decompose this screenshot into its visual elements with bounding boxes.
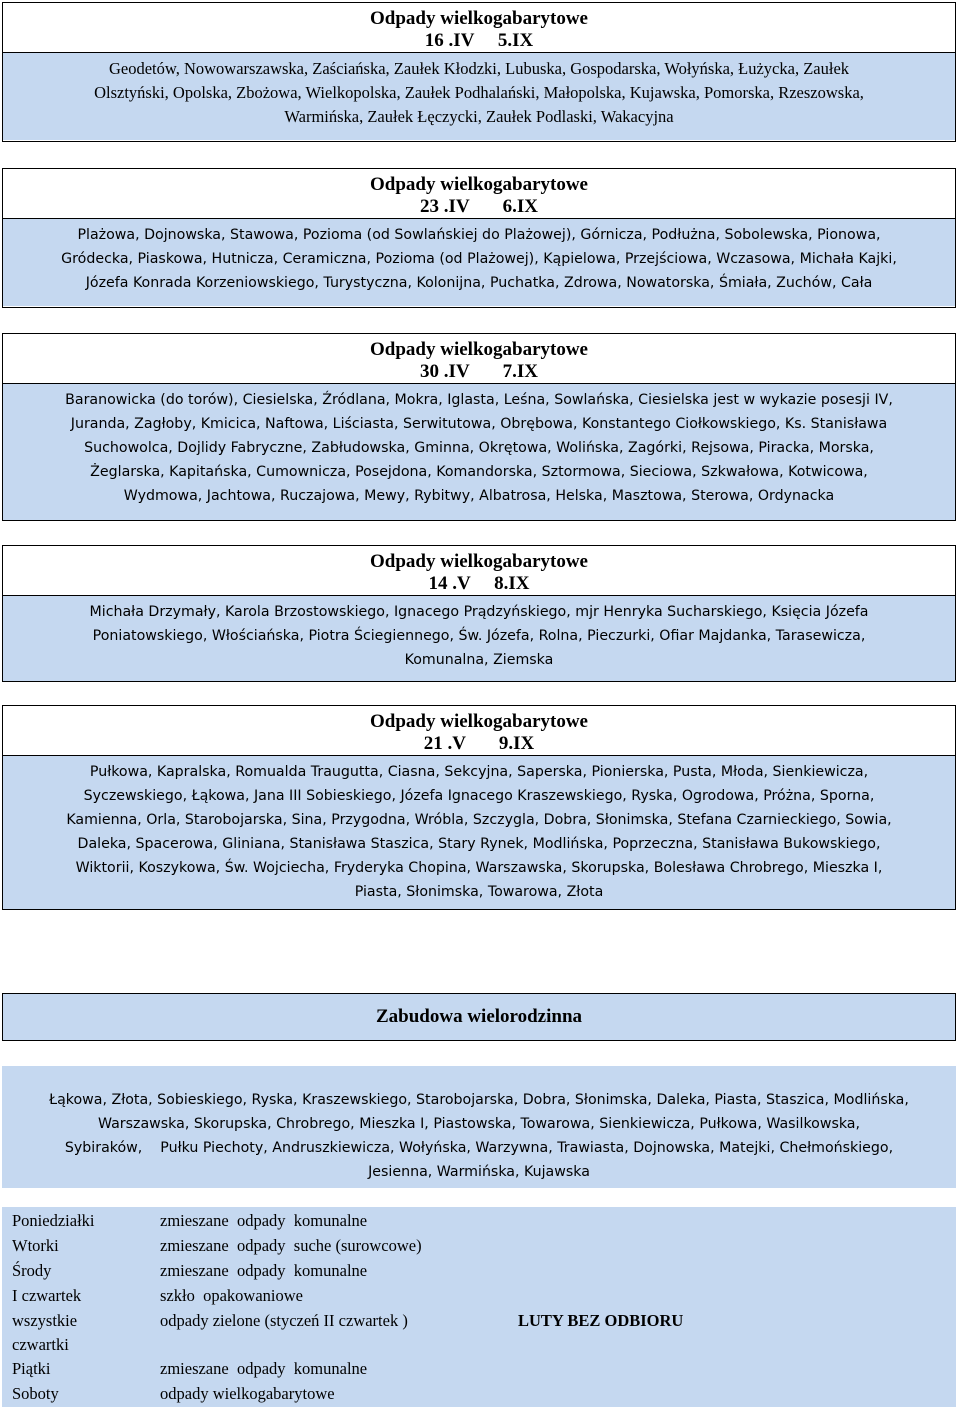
collection-block-4 — [2, 545, 956, 682]
block-title: Odpady wielkogabarytowe — [3, 706, 955, 733]
schedule-row — [12, 1357, 952, 1381]
street-line: Michała Drzymały, Karola Brzostowskiego, Ignacego Prądzyńskiego, mjr Henryka Sucharskiego, Księcia Józefa — [89, 604, 869, 620]
schedule-row — [12, 1234, 952, 1258]
street-line: Sybiraków, Pułku Piechoty, Andruszkiewicza, Wołyńska, Warzywna, Trawiasta, Dojnowska, Matejki, Chełmońskiego, — [64, 1140, 894, 1156]
street-line: Jesienna, Warmińska, Kujawska — [368, 1164, 590, 1180]
schedule-day: wszystkie — [12, 1311, 78, 1330]
schedule-waste-type: odpady zielone (styczeń II czwartek ) — [160, 1311, 408, 1330]
collection-block-3 — [2, 333, 956, 521]
block-streets — [3, 755, 955, 909]
block-title: Odpady wielkogabarytowe — [3, 546, 955, 573]
multi-family-streets — [2, 1066, 956, 1188]
schedule-day: Środy — [12, 1261, 52, 1280]
schedule-row — [12, 1259, 952, 1283]
street-line: Geodetów, Nowowarszawska, Zaściańska, Zaułek Kłodzki, Lubuska, Gospodarska, Wołyńska, Łużycka, Zaułek — [108, 59, 850, 78]
schedule-waste-type: zmieszane odpady komunalne — [160, 1359, 368, 1378]
street-line: Daleka, Spacerowa, Gliniana, Stanisława Staszica, Stary Rynek, Modlińska, Poprzeczna, Stanisława Bukowskiego, — [77, 836, 881, 852]
block-dates: 23 .IV 6.IX — [420, 196, 538, 217]
street-line: Żeglarska, Kapitańska, Cumownicza, Posejdona, Komandorska, Sztormowa, Sieciowa, Szkwałowa, Kotwicowa, — [90, 464, 868, 480]
schedule-waste-type: zmieszane odpady komunalne — [160, 1211, 368, 1230]
schedule-row — [12, 1284, 952, 1308]
schedule-day: Piątki — [12, 1359, 51, 1378]
street-line: Warszawska, Skorupska, Chrobrego, Mieszka I, Piastowska, Towarowa, Sienkiewicza, Pułkowa, Wasilkowska, — [97, 1116, 861, 1132]
schedule-row — [12, 1382, 952, 1406]
street-line: Pułkowa, Kapralska, Romualda Traugutta, Ciasna, Sekcyjna, Saperska, Pionierska, Pusta, Młoda, Sienkiewicza, — [89, 764, 869, 780]
street-line: Warmińska, Zaułek Łęczycki, Zaułek Podlaski, Wakacyjna — [284, 107, 674, 126]
schedule-day: Soboty — [12, 1384, 59, 1403]
schedule-row — [12, 1333, 952, 1357]
schedule-row — [12, 1309, 952, 1333]
schedule-day: czwartki — [12, 1335, 69, 1354]
street-line: Syczewskiego, Łąkowa, Jana III Sobieskiego, Józefa Ignacego Kraszewskiego, Ryska, Ogrodowa, Próżna, Sporna, — [83, 788, 875, 804]
schedule-waste-type: szkło opakowaniowe — [160, 1286, 303, 1305]
block-title: Odpady wielkogabarytowe — [3, 169, 955, 196]
collection-block-2 — [2, 168, 956, 308]
block-streets — [3, 52, 955, 140]
street-line: Piasta, Słonimska, Towarowa, Złota — [354, 884, 604, 900]
block-dates: 14 .V 8.IX — [428, 573, 530, 594]
schedule-waste-type: zmieszane odpady komunalne — [160, 1261, 368, 1280]
street-line: Poniatowskiego, Włościańska, Piotra Ściegiennego, Św. Józefa, Rolna, Pieczurki, Ofiar Majdanka, Tarasewicza, — [92, 628, 866, 644]
street-line: Komunalna, Ziemska — [404, 652, 554, 668]
schedule-row — [12, 1209, 952, 1233]
block-dates: 16 .IV 5.IX — [424, 30, 534, 51]
collection-block-1 — [2, 2, 956, 142]
street-line: Wiktorii, Koszykowa, Św. Wojciecha, Fryderyka Chopina, Warszawska, Skorupska, Bolesława Chrobrego, Mieszka I, — [75, 860, 883, 876]
schedule-day: I czwartek — [12, 1286, 82, 1305]
street-line: Juranda, Zagłoby, Kmicica, Naftowa, Liściasta, Serwitutowa, Obrębowa, Konstantego Ciołkowskiego, Ks. Stanisława — [70, 416, 888, 432]
multi-family-header — [2, 993, 956, 1041]
collection-block-5 — [2, 705, 956, 910]
street-line: Gródecka, Piaskowa, Hutnicza, Ceramiczna, Pozioma (od Plażowej), Kąpielowa, Przejściowa, Wczasowa, Michała Kajki, — [61, 251, 897, 267]
street-line: Suchowolca, Dojlidy Fabryczne, Zabłudowska, Gminna, Okrętowa, Wolińska, Zagórki, Rejsowa, Piracka, Morska, — [84, 440, 874, 456]
street-line: Wydmowa, Jachtowa, Ruczajowa, Mewy, Rybitwy, Albatrosa, Helska, Masztowa, Sterowa, Ordynacka — [123, 488, 835, 504]
multi-family-title: Zabudowa wielorodzinna — [375, 1006, 583, 1027]
street-line: Baranowicka (do torów), Ciesielska, Źródlana, Mokra, Iglasta, Leśna, Sowlańska, Ciesielska jest w wykazie posesji IV, — [65, 392, 893, 408]
street-line: Józefa Konrada Korzeniowskiego, Turystyczna, Kolonijna, Puchatka, Zdrowa, Nowatorska, Śmiała, Zuchów, Cała — [85, 275, 873, 291]
street-line: Łąkowa, Złota, Sobieskiego, Ryska, Kraszewskiego, Starobojarska, Dobra, Słonimska, Daleka, Piasta, Staszica, Modlińska, — [49, 1092, 909, 1108]
block-dates: 21 .V 9.IX — [423, 733, 535, 754]
schedule-waste-type: odpady wielkogabarytowe — [160, 1384, 335, 1403]
block-dates: 30 .IV 7.IX — [420, 361, 538, 382]
schedule-waste-type: zmieszane odpady suche (surowcowe) — [160, 1236, 422, 1255]
schedule-day: Wtorki — [12, 1236, 59, 1255]
block-title: Odpady wielkogabarytowe — [3, 334, 955, 361]
street-line: Olsztyński, Opolska, Zbożowa, Wielkopolska, Zaułek Podhalański, Małopolska, Kujawska, Pomorska, Rzeszowska, — [94, 83, 864, 102]
block-streets — [3, 218, 955, 306]
block-streets — [3, 383, 955, 520]
schedule-day: Poniedziałki — [12, 1211, 95, 1230]
street-line: Kamienna, Orla, Starobojarska, Sina, Przygodna, Wróbla, Szczygla, Dobra, Słonimska, Stefana Czarnieckiego, Sowia, — [66, 812, 892, 828]
weekly-schedule — [2, 1207, 956, 1407]
street-line: Plażowa, Dojnowska, Stawowa, Pozioma (od Sowlańskiej do Plażowej), Górnicza, Podłużna, Sobolewska, Pionowa, — [77, 227, 881, 243]
schedule-note: LUTY BEZ ODBIORU — [518, 1311, 684, 1330]
block-streets — [3, 595, 955, 681]
block-title: Odpady wielkogabarytowe — [3, 3, 955, 30]
